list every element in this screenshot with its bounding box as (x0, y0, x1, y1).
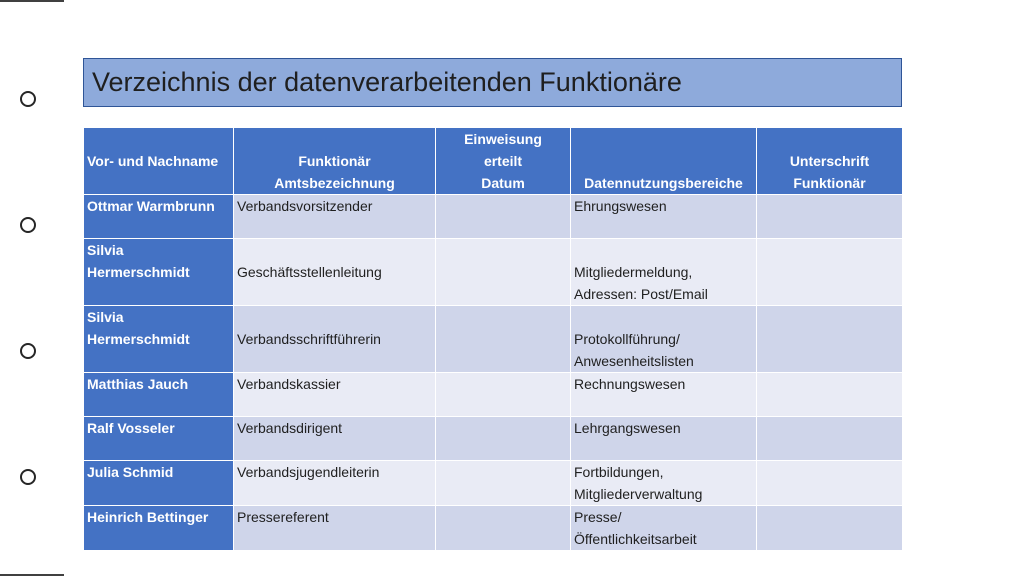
cell-role: Geschäftsstellenleitung (234, 239, 436, 306)
cell-data-areas: Lehrgangswesen (571, 417, 757, 461)
bullet-ring-4 (20, 469, 36, 485)
table-row (84, 417, 903, 461)
cell-signature (757, 239, 903, 306)
table-row (84, 195, 903, 239)
cell-signature (757, 373, 903, 417)
header-name: Vor- und Nachname (84, 128, 234, 195)
cell-data-areas: Presse/ Öffentlichkeitsarbeit (571, 506, 757, 551)
cell-role: Verbandsvorsitzender (234, 195, 436, 239)
bullet-ring-1 (20, 91, 36, 107)
cell-name: Heinrich Bettinger (84, 506, 234, 551)
cell-briefing-date (436, 373, 571, 417)
table-row (84, 506, 903, 551)
cell-role: Verbandsschriftführerin (234, 306, 436, 373)
cell-role: Pressereferent (234, 506, 436, 551)
cell-role: Verbandskassier (234, 373, 436, 417)
table-header-row (84, 128, 903, 195)
cell-name: Matthias Jauch (84, 373, 234, 417)
header-briefing-date: Einweisung erteilt Datum (436, 128, 571, 195)
cell-name: Silvia Hermerschmidt (84, 306, 234, 373)
title-box (83, 58, 902, 107)
cell-name: Silvia Hermerschmidt (84, 239, 234, 306)
cell-briefing-date (436, 506, 571, 551)
cell-signature (757, 417, 903, 461)
cell-signature (757, 506, 903, 551)
cell-role: Verbandsdirigent (234, 417, 436, 461)
cell-name: Julia Schmid (84, 461, 234, 506)
cell-briefing-date (436, 195, 571, 239)
cell-briefing-date (436, 417, 571, 461)
cell-name: Ralf Vosseler (84, 417, 234, 461)
header-data-areas: Datennutzungsbereiche (571, 128, 757, 195)
cell-data-areas: Rechnungswesen (571, 373, 757, 417)
cell-briefing-date (436, 461, 571, 506)
cell-data-areas: Mitgliedermeldung, Adressen: Post/Email (571, 239, 757, 306)
table-row (84, 461, 903, 506)
header-role: Funktionär Amtsbezeichnung (234, 128, 436, 195)
page-title: Verzeichnis der datenverarbeitenden Funktionäre (92, 67, 682, 97)
functionaries-table (83, 127, 903, 551)
cell-signature (757, 461, 903, 506)
cell-name: Ottmar Warmbrunn (84, 195, 234, 239)
table-row (84, 373, 903, 417)
cell-briefing-date (436, 306, 571, 373)
table-row (84, 239, 903, 306)
cell-signature (757, 195, 903, 239)
cell-signature (757, 306, 903, 373)
cell-data-areas: Fortbildungen, Mitgliederverwaltung (571, 461, 757, 506)
cell-data-areas: Protokollführung/ Anwesenheitslisten (571, 306, 757, 373)
cell-role: Verbandsjugendleiterin (234, 461, 436, 506)
bullet-ring-3 (20, 343, 36, 359)
header-signature: Unterschrift Funktionär (757, 128, 903, 195)
table-row (84, 306, 903, 373)
bullet-ring-2 (20, 217, 36, 233)
cell-data-areas: Ehrungswesen (571, 195, 757, 239)
top-edge-line (0, 0, 64, 2)
cell-briefing-date (436, 239, 571, 306)
